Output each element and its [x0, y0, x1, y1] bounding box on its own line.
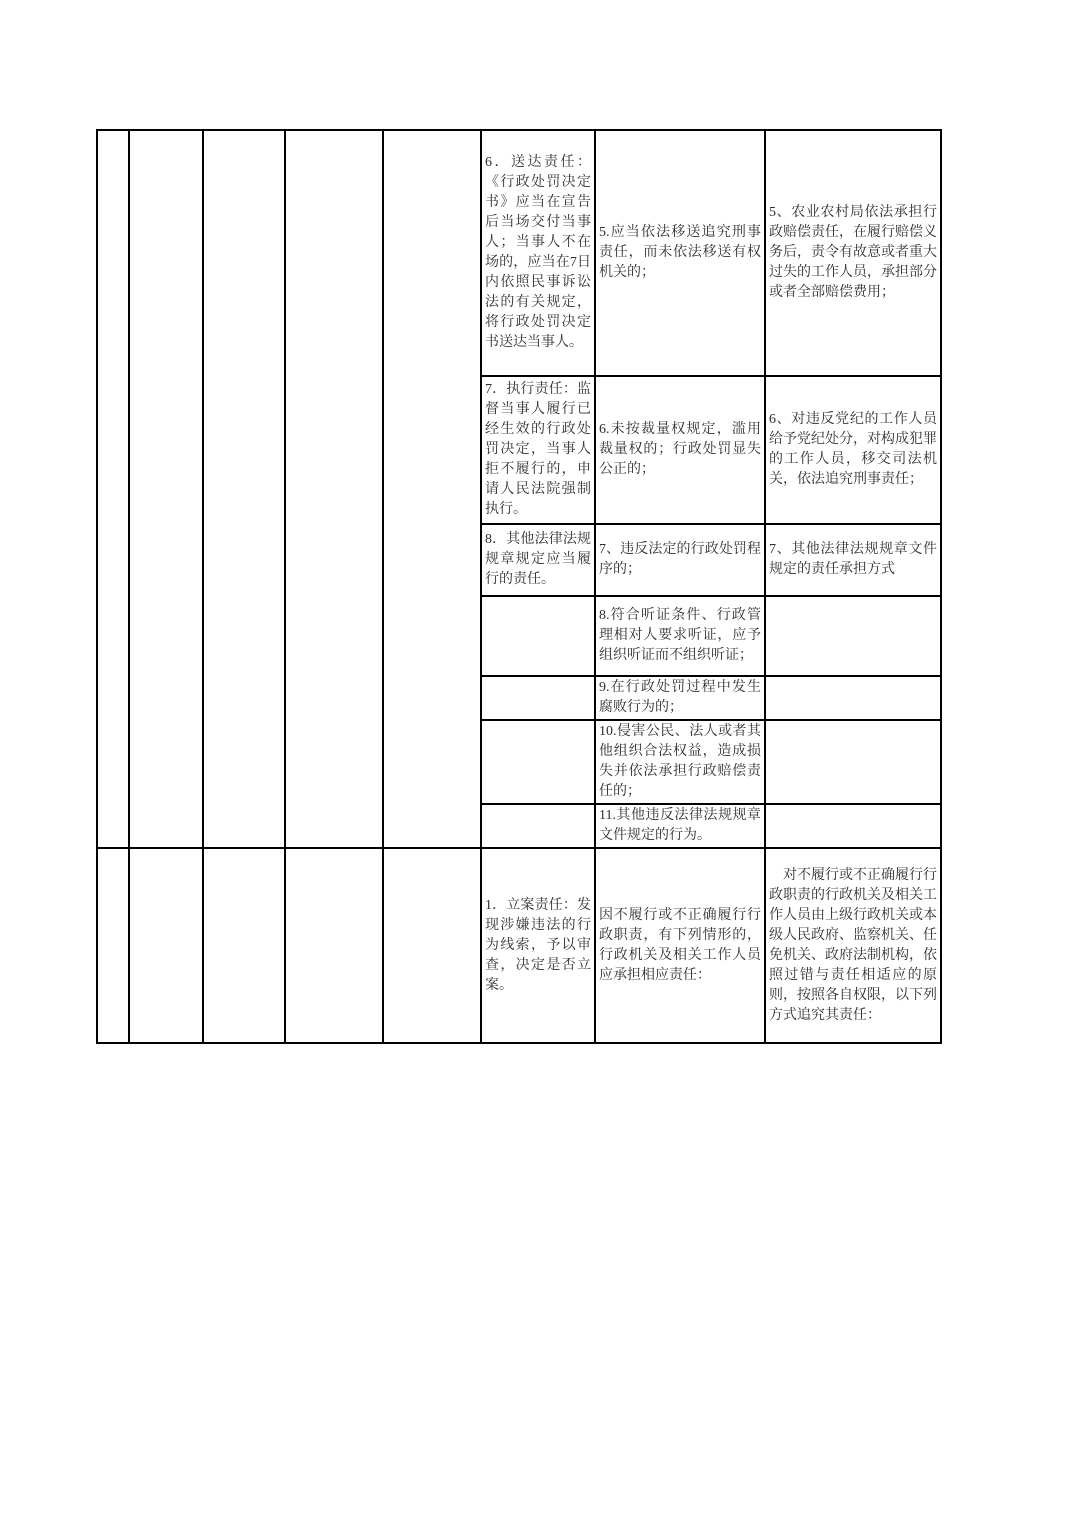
empty-accountability-cell	[765, 676, 941, 720]
table-row	[97, 130, 941, 376]
empty-cell-col1-block1	[97, 130, 129, 848]
empty-cell-col2-block1	[129, 130, 203, 848]
accountability-cell-5: 5、农业农村局依法承担行政赔偿责任，在履行赔偿义务后，责令有故意或者重大过失的工作人员，承担部分或者全部赔偿费用；	[765, 130, 941, 376]
empty-accountability-cell	[765, 596, 941, 676]
responsibility-matrix-table	[96, 129, 942, 1044]
duty-cell-enforcement: 7．执行责任：监督当事人履行已经生效的行政处罚决定，当事人拒不履行的，申请人民法院强制执行。	[481, 376, 595, 524]
situation-cell-intro: 因不履行或不正确履行行政职责，有下列情形的，行政机关及相关工作人员应承担相应责任：	[595, 848, 765, 1043]
empty-duty-cell	[481, 720, 595, 804]
empty-cell-col5-block2	[383, 848, 481, 1043]
duty-cell-delivery: 6．送达责任：《行政处罚决定书》应当在宣告后当场交付当事人；当事人不在场的，应当在7日内依照民事诉讼法的有关规定，将行政处罚决定书送达当事人。	[481, 130, 595, 376]
accountability-cell-intro: 对不履行或不正确履行行政职责的行政机关及相关工作人员由上级行政机关或本级人民政府、监察机关、任免机关、政府法制机构，依照过错与责任相适应的原则，按照各自权限，以下列方式追究其责任：	[765, 848, 941, 1043]
empty-cell-col3-block1	[203, 130, 285, 848]
situation-cell-7: 7、违反法定的行政处罚程序的；	[595, 524, 765, 596]
empty-cell-col2-block2	[129, 848, 203, 1043]
empty-duty-cell	[481, 804, 595, 848]
table-row	[97, 848, 941, 1043]
accountability-cell-6: 6、对违反党纪的工作人员给予党纪处分，对构成犯罪的工作人员，移交司法机关，依法追究刑事责任；	[765, 376, 941, 524]
duty-cell-case-filing: 1．立案责任：发现涉嫌违法的行为线索，予以审查，决定是否立案。	[481, 848, 595, 1043]
empty-cell-col4-block1	[285, 130, 383, 848]
situation-cell-6: 6.未按裁量权规定，滥用裁量权的；行政处罚显失公正的；	[595, 376, 765, 524]
accountability-cell-7: 7、其他法律法规规章文件规定的责任承担方式	[765, 524, 941, 596]
situation-cell-8: 8.符合听证条件、行政管理相对人要求听证，应予组织听证而不组织听证；	[595, 596, 765, 676]
empty-accountability-cell	[765, 720, 941, 804]
situation-cell-10: 10.侵害公民、法人或者其他组织合法权益，造成损失并依法承担行政赔偿责任的；	[595, 720, 765, 804]
situation-cell-5: 5.应当依法移送追究刑事责任，而未依法移送有权机关的；	[595, 130, 765, 376]
empty-cell-col1-block2	[97, 848, 129, 1043]
situation-cell-9: 9.在行政处罚过程中发生腐败行为的；	[595, 676, 765, 720]
empty-cell-col5-block1	[383, 130, 481, 848]
empty-cell-col4-block2	[285, 848, 383, 1043]
empty-duty-cell	[481, 676, 595, 720]
empty-accountability-cell	[765, 804, 941, 848]
empty-duty-cell	[481, 596, 595, 676]
duty-cell-other: 8．其他法律法规规章规定应当履行的责任。	[481, 524, 595, 596]
situation-cell-11: 11.其他违反法律法规规章文件规定的行为。	[595, 804, 765, 848]
empty-cell-col3-block2	[203, 848, 285, 1043]
